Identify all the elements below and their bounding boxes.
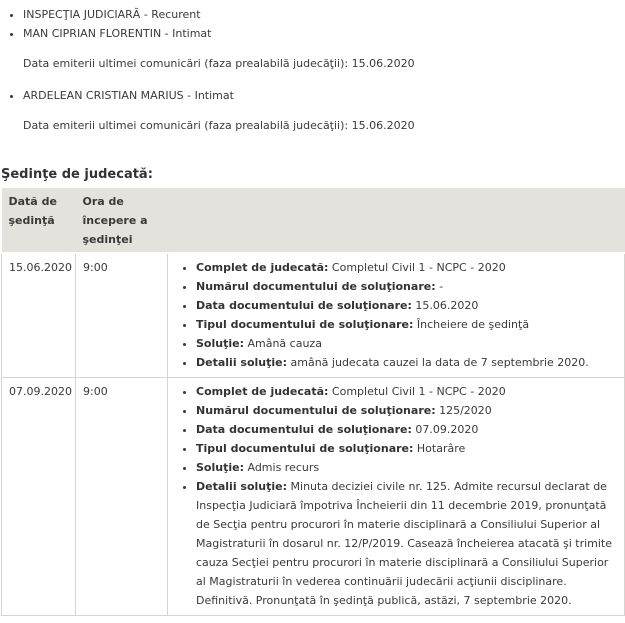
detail-label: Soluţie: xyxy=(196,337,244,350)
sessions-table xyxy=(1,188,625,616)
detail-label: Complet de judecată: xyxy=(196,261,329,274)
session-date-cell: 07.09.2020 xyxy=(2,378,76,616)
session-detail-item xyxy=(196,258,616,277)
detail-value: Încheiere de şedinţă xyxy=(416,318,530,331)
party-name: INSPECŢIA JUDICIARĂ - Recurent xyxy=(23,8,201,21)
detail-label: Detalii soluţie: xyxy=(196,480,288,493)
detail-value: 125/2020 xyxy=(439,404,492,417)
detail-label: Data documentului de soluţionare: xyxy=(196,299,412,312)
detail-value: Minuta deciziei civile nr. 125. Admite recursul declarat de Inspecţia Judiciară împotriva Încheierii din 11 decembrie 2019, pronunţată de Secţia pentru procurori în materie disciplinară a Consiliului Superior al Magistraturii în dosarul nr. 12/P/2019. Casează încheierea atacată şi trimite cauza Secţiei pentru procurori în materie disciplinară a Consiliului Superior al Magistraturii în vederea continuării judecării acţiunii disciplinare. Definitivă. Pronunţată în şedinţă publică, astăzi, 7 septembrie 2020. xyxy=(196,480,613,607)
column-header-session-time: Ora de începere a şedinţei xyxy=(76,188,168,253)
session-row xyxy=(2,253,625,378)
detail-label: Numărul documentului de soluţionare: xyxy=(196,280,436,293)
session-detail-item xyxy=(196,334,616,353)
detail-label: Detalii soluţie: xyxy=(196,356,288,369)
session-time-cell: 9:00 xyxy=(76,253,168,378)
detail-label: Soluţie: xyxy=(196,461,244,474)
detail-value: Completul Civil 1 - NCPC - 2020 xyxy=(331,261,506,274)
party-name: MAN CIPRIAN FLORENTIN - Intimat xyxy=(23,27,212,40)
party-communication-date-note: Data emiterii ultimei comunicări (faza prealabilă judecăţii): 15.06.2020 xyxy=(23,57,415,70)
detail-label: Numărul documentului de soluţionare: xyxy=(196,404,436,417)
party-item xyxy=(23,5,625,24)
session-details-list xyxy=(175,382,618,610)
session-detail-item xyxy=(196,277,616,296)
detail-value: 07.09.2020 xyxy=(415,423,479,436)
session-detail-item xyxy=(196,477,616,610)
session-detail-item xyxy=(196,458,616,477)
sessions-table-header-row xyxy=(2,188,625,253)
session-detail-item xyxy=(196,296,616,315)
detail-value: Completul Civil 1 - NCPC - 2020 xyxy=(331,385,506,398)
detail-label: Complet de judecată: xyxy=(196,385,329,398)
detail-value: Amână cauza xyxy=(247,337,322,350)
session-detail-item xyxy=(196,315,616,334)
detail-value: - xyxy=(439,280,444,293)
session-details-list xyxy=(175,258,618,372)
sessions-section-heading: Şedinţe de judecată: xyxy=(1,167,153,182)
session-row xyxy=(2,378,625,616)
detail-value: Hotarâre xyxy=(416,442,466,455)
session-time-cell: 9:00 xyxy=(76,378,168,616)
session-detail-item xyxy=(196,353,616,372)
session-detail-item xyxy=(196,382,616,401)
detail-value: Admis recurs xyxy=(247,461,320,474)
session-date-cell: 15.06.2020 xyxy=(2,253,76,378)
parties-list xyxy=(1,5,625,135)
detail-label: Tipul documentului de soluţionare: xyxy=(196,318,414,331)
detail-value: amână judecata cauzei la data de 7 septembrie 2020. xyxy=(290,356,589,369)
detail-value: 15.06.2020 xyxy=(415,299,479,312)
session-detail-item xyxy=(196,401,616,420)
party-item xyxy=(23,86,625,135)
detail-label: Data documentului de soluţionare: xyxy=(196,423,412,436)
column-header-session-details xyxy=(168,188,625,253)
session-details-cell xyxy=(168,378,625,616)
party-communication-date-note: Data emiterii ultimei comunicări (faza prealabilă judecăţii): 15.06.2020 xyxy=(23,119,415,132)
session-detail-item xyxy=(196,439,616,458)
session-details-cell xyxy=(168,253,625,378)
party-item xyxy=(23,24,625,73)
party-name: ARDELEAN CRISTIAN MARIUS - Intimat xyxy=(23,89,234,102)
column-header-session-date: Dată de şedinţă xyxy=(2,188,76,253)
detail-label: Tipul documentului de soluţionare: xyxy=(196,442,414,455)
session-detail-item xyxy=(196,420,616,439)
